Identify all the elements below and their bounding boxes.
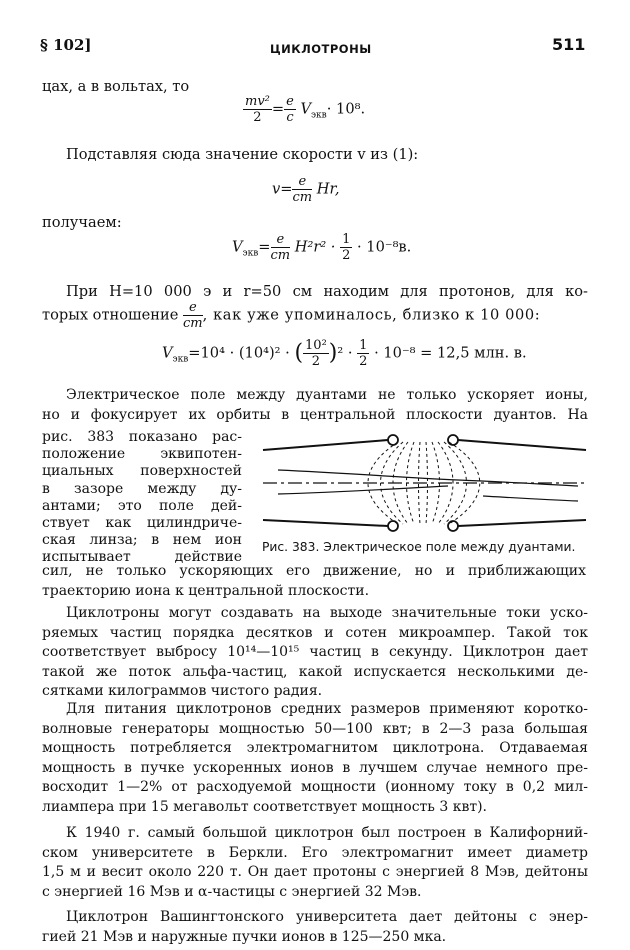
field-line-6: в зазоре между ду-: [42, 480, 242, 497]
figure-caption: Рис. 383. Электрическое поле между дуантами.: [262, 540, 576, 554]
we-get-line: получаем:: [42, 214, 122, 231]
berkeley-line-4: с энергией 16 Мэв и α-частицы с энергией 32 Мэв.: [42, 883, 422, 900]
equation-2: v= $\frac{e}{cm}$ Hr,: [272, 174, 340, 205]
field-line-11: сил, не только ускоряющих его движение, но и приближающих: [42, 563, 586, 579]
power-line-3: мощность потребляется электромагнитом циклотрона. Отдаваемая: [42, 740, 588, 756]
power-line-5: восходит 1—2% от расходуемой мощности (ионному току в 0,2 мил-: [42, 779, 588, 795]
field-line-4: положение эквипотен-: [42, 446, 242, 463]
currents-line-4: такой же поток альфа-частиц, какой испускается несколькими де-: [42, 663, 588, 680]
field-line-5: циальных поверхностей: [42, 463, 242, 480]
currents-line-5: сятками килограммов чистого радия.: [42, 683, 323, 699]
power-line-1: Для питания циклотронов средних размеров применяют коротко-: [66, 701, 588, 717]
washington-line-1: Циклотрон Вашингтонского университета дает дейтоны с энер-: [66, 909, 588, 925]
equation-1: $\frac{\text{mv²}}{2}$ = $\frac{e}{c}$ $V_{экв}\cdot 10^8$.: [245, 94, 366, 125]
page-number: 511: [552, 35, 586, 54]
field-line-9: ская линза; в нем ион: [42, 532, 242, 549]
berkeley-line-1: К 1940 г. самый большой циклотрон был построен в Калифорний-: [66, 825, 588, 841]
section-number: § 102]: [40, 36, 92, 54]
substitute-paragraph: Подставляя сюда значение скорости v из (1):: [66, 146, 419, 163]
field-line-3: рис. 383 показано рас-: [42, 429, 242, 445]
h-paragraph-line-1: При H=10 000 э и r=50 см находим для протонов, для ко-: [66, 283, 588, 300]
running-title: ЦИКЛОТРОНЫ: [270, 42, 372, 56]
field-line-7: антами; это поле дей-: [42, 497, 242, 514]
washington-line-2: гией 21 Мэв и наружные пучки ионов в 125—250 мка.: [42, 928, 447, 945]
berkeley-line-3: 1,5 м и весит около 220 т. Он дает протоны с энергией 8 Мэв, дейтоны: [42, 864, 588, 880]
field-line-1: Электрическое поле между дуантами не только ускоряет ионы,: [66, 387, 588, 403]
intro-line: цах, а в вольтах, то: [42, 78, 190, 95]
equation-4: $V_{экв}=10^4 \cdot (10^4)^2$ · ( $\frac{\text{10²}}{2}$ )² · $\frac{1}{2}$ · 10⁻⁸ = 12,5 млн. в.: [162, 338, 527, 369]
equation-3: $V_{экв}=$ $\frac{e}{cm}$ H²r² · $\frac{1}{2}$ · 10⁻⁸в.: [232, 232, 412, 263]
power-line-2: волновые генераторы мощностью 50—100 квт; в 2—3 раза большая: [42, 720, 588, 737]
field-line-12: траекторию иона к центральной плоскости.: [42, 583, 370, 599]
currents-line-3: соответствует выбросу 10¹⁴—10¹⁵ частиц в секунду. Циклотрон дает: [42, 644, 588, 660]
currents-line-1: Циклотроны могут создавать на выходе значительные токи уско-: [66, 605, 588, 621]
field-line-2: но и фокусирует их орбиты в центральной плоскости дуантов. На: [42, 407, 588, 423]
field-line-10: испытывает действие: [42, 549, 242, 566]
berkeley-line-2: ском университете в Беркли. Его электромагнит имеет диаметр: [42, 844, 588, 861]
power-line-6: лиампера при 15 мегавольт соответствует мощность 3 квт).: [42, 798, 487, 815]
field-line-8: ствует как цилиндриче-: [42, 515, 242, 531]
figure-dee-gap-field: [258, 428, 590, 540]
h-paragraph-line-2: торых отношение $\frac{e}{cm}$ , как уже упоминалось, близко к 10 000:: [42, 300, 541, 331]
currents-line-2: ряемых частиц порядка десятков и сотен микроампер. Такой ток: [42, 624, 588, 641]
power-line-4: мощность в пучке ускоренных ионов в лучшем случае немного пре-: [42, 759, 588, 776]
